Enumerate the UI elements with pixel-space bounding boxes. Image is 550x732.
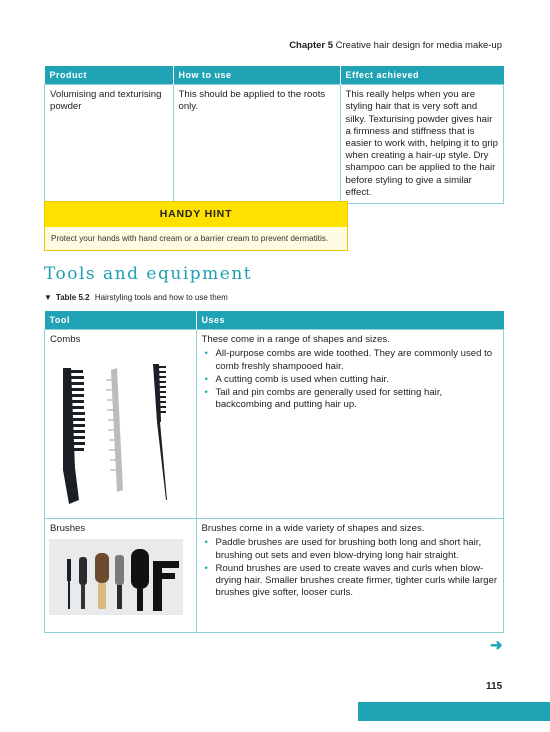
uses-intro-combs: These come in a range of shapes and sizes. bbox=[201, 334, 390, 346]
cell-uses-brushes bbox=[196, 519, 504, 633]
list-item: • Tail and pin combs are generally used for setting hair, backcombing and putting hair up. bbox=[216, 387, 499, 411]
caption-label: Table 5.2 bbox=[55, 293, 90, 302]
col-header-uses: Uses bbox=[196, 311, 504, 330]
caption-marker-icon: ▼ bbox=[44, 293, 52, 302]
col-header-effect: Effect achieved bbox=[340, 66, 504, 85]
uses-list-combs bbox=[202, 348, 499, 411]
chapter-label: Chapter 5 bbox=[289, 40, 334, 51]
list-item: • Round brushes are used to create waves and curls when blow-drying hair. Smaller brushes create firmer, tighter curls while larger brushes give softer, looser curls. bbox=[216, 563, 499, 600]
table-row bbox=[45, 85, 504, 204]
chapter-title: Creative hair design for media make-up bbox=[335, 40, 502, 51]
uses-list-brushes bbox=[202, 537, 499, 599]
table-caption bbox=[44, 293, 228, 302]
wide-tooth-comb bbox=[63, 368, 85, 504]
table-row bbox=[45, 519, 504, 633]
col-header-how-to-use: How to use bbox=[173, 66, 340, 85]
list-item: • All-purpose combs are wide toothed. They are commonly used to comb freshly shampooed hair. bbox=[216, 348, 499, 372]
col-header-product: Product bbox=[45, 66, 174, 85]
handy-hint-box bbox=[44, 201, 348, 251]
cutting-comb bbox=[106, 368, 123, 492]
table-header-row bbox=[45, 66, 504, 85]
cell-uses-combs bbox=[196, 330, 504, 519]
col-header-tool: Tool bbox=[45, 311, 197, 330]
cell-how-to-use: This should be applied to the roots only. bbox=[173, 85, 340, 204]
uses-intro-brushes: Brushes come in a wide variety of shapes and sizes. bbox=[201, 523, 425, 535]
product-table bbox=[44, 66, 504, 204]
tool-name-combs: Combs bbox=[50, 334, 81, 346]
caption-text: Hairstyling tools and how to use them bbox=[94, 293, 228, 302]
footer-accent-bar bbox=[358, 702, 550, 721]
cell-effect: This really helps when you are styling hair that is very soft and silky. Texturising powder gives hair a firmness and stiffness that is easier to work with, helping it to grip when creating a hair-up style. Dry shampoo can be applied to the hair before styling to give a similar effect. bbox=[340, 85, 504, 204]
arrow-right-icon[interactable]: ➜ bbox=[490, 637, 503, 654]
table-row bbox=[45, 330, 504, 519]
tool-name-brushes: Brushes bbox=[50, 523, 86, 535]
handy-hint-text: Protect your hands with hand cream or a barrier cream to prevent dermatitis. bbox=[45, 227, 347, 250]
section-title: Tools and equipment bbox=[44, 264, 253, 284]
tail-comb bbox=[153, 364, 167, 500]
list-item: • A cutting comb is used when cutting hair. bbox=[216, 374, 499, 386]
page-number: 115 bbox=[486, 681, 503, 692]
brushes-image bbox=[49, 539, 183, 615]
cell-tool-brushes bbox=[45, 519, 197, 633]
tools-table bbox=[44, 311, 504, 633]
cell-tool-combs bbox=[45, 330, 197, 519]
list-item: • Paddle brushes are used for brushing both long and short hair, brushing out sets and even blow-drying long hair straight. bbox=[216, 537, 499, 561]
table-header-row bbox=[45, 311, 504, 330]
running-head bbox=[289, 40, 502, 51]
cell-product: Volumising and texturising powder bbox=[45, 85, 174, 204]
handy-hint-title: HANDY HINT bbox=[45, 202, 347, 227]
combs-image bbox=[49, 350, 189, 510]
